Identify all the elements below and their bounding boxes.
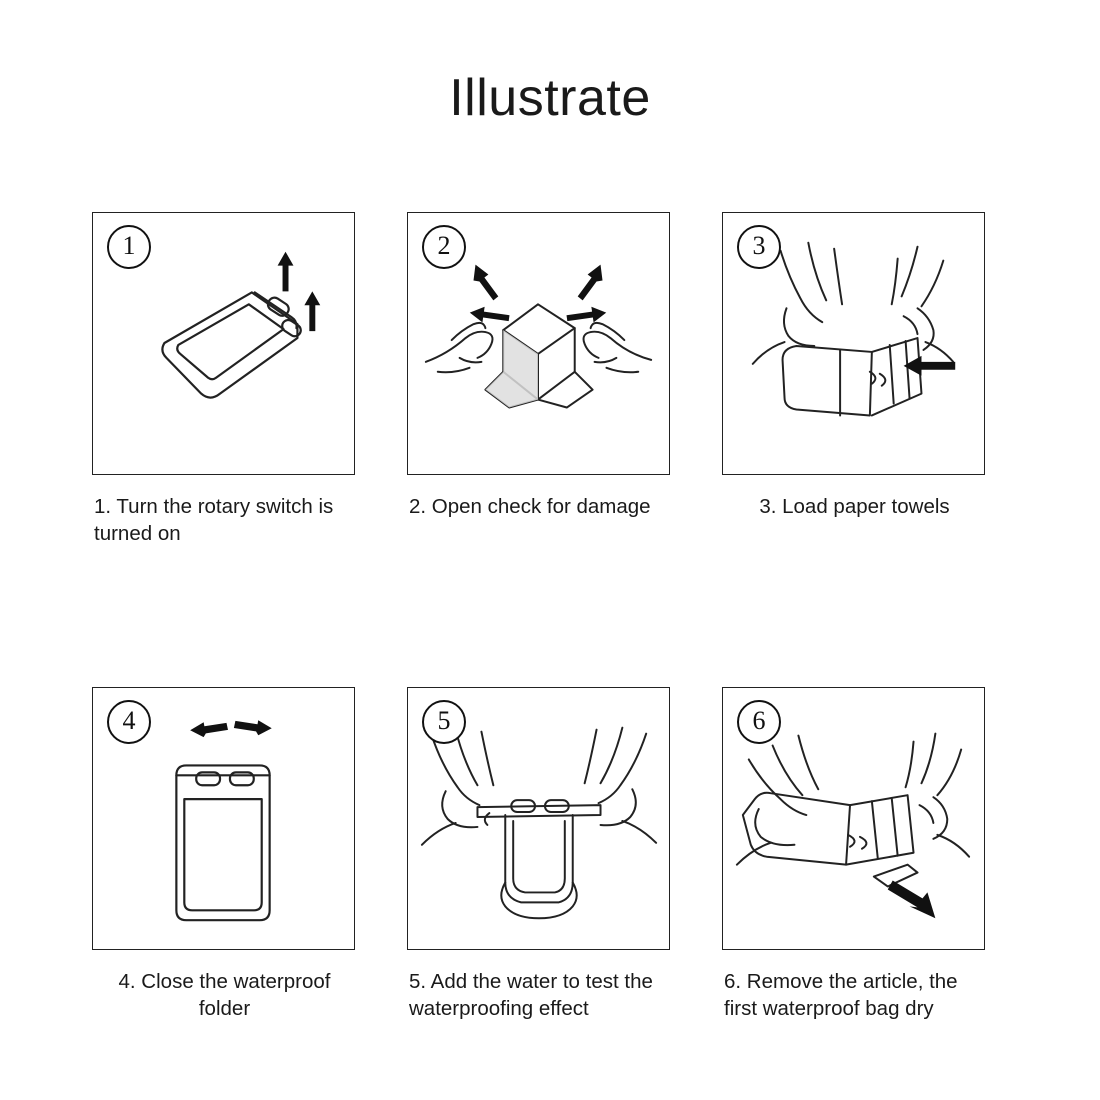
step-caption-3: 3. Load paper towels xyxy=(759,495,950,518)
step-card-2 xyxy=(407,212,672,547)
step-image-frame-3 xyxy=(722,212,985,475)
step-badge-6: 6 xyxy=(737,700,781,744)
step-card-6 xyxy=(722,687,987,1022)
step-caption-2: 2. Open check for damage xyxy=(409,495,651,518)
step-caption-4: 4. Close the waterproof folder xyxy=(118,970,331,1020)
step-badge-1: 1 xyxy=(107,225,151,269)
step-card-4 xyxy=(92,687,357,1022)
step-image-frame-6 xyxy=(722,687,985,950)
step-image-frame-5 xyxy=(407,687,670,950)
step-caption-1: 1. Turn the rotary switch is turned on xyxy=(94,495,334,545)
step-badge-5: 5 xyxy=(422,700,466,744)
grid-spacer xyxy=(357,687,407,1022)
grid-spacer xyxy=(672,687,722,1022)
step-caption-6: 6. Remove the article, the first waterproof bag dry xyxy=(724,970,958,1020)
step-caption-5: 5. Add the water to test the waterproofing effect xyxy=(409,970,653,1020)
step-badge-3: 3 xyxy=(737,225,781,269)
step-card-5 xyxy=(407,687,672,1022)
step-badge-2: 2 xyxy=(422,225,466,269)
step-image-frame-1 xyxy=(92,212,355,475)
grid-spacer xyxy=(672,212,722,547)
page-title: Illustrate xyxy=(449,69,651,127)
step-badge-4: 4 xyxy=(107,700,151,744)
step-card-1 xyxy=(92,212,357,547)
step-card-3 xyxy=(722,212,987,547)
grid-spacer xyxy=(357,212,407,547)
step-image-frame-2 xyxy=(407,212,670,475)
step-image-frame-4 xyxy=(92,687,355,950)
steps-grid xyxy=(92,212,1022,1022)
